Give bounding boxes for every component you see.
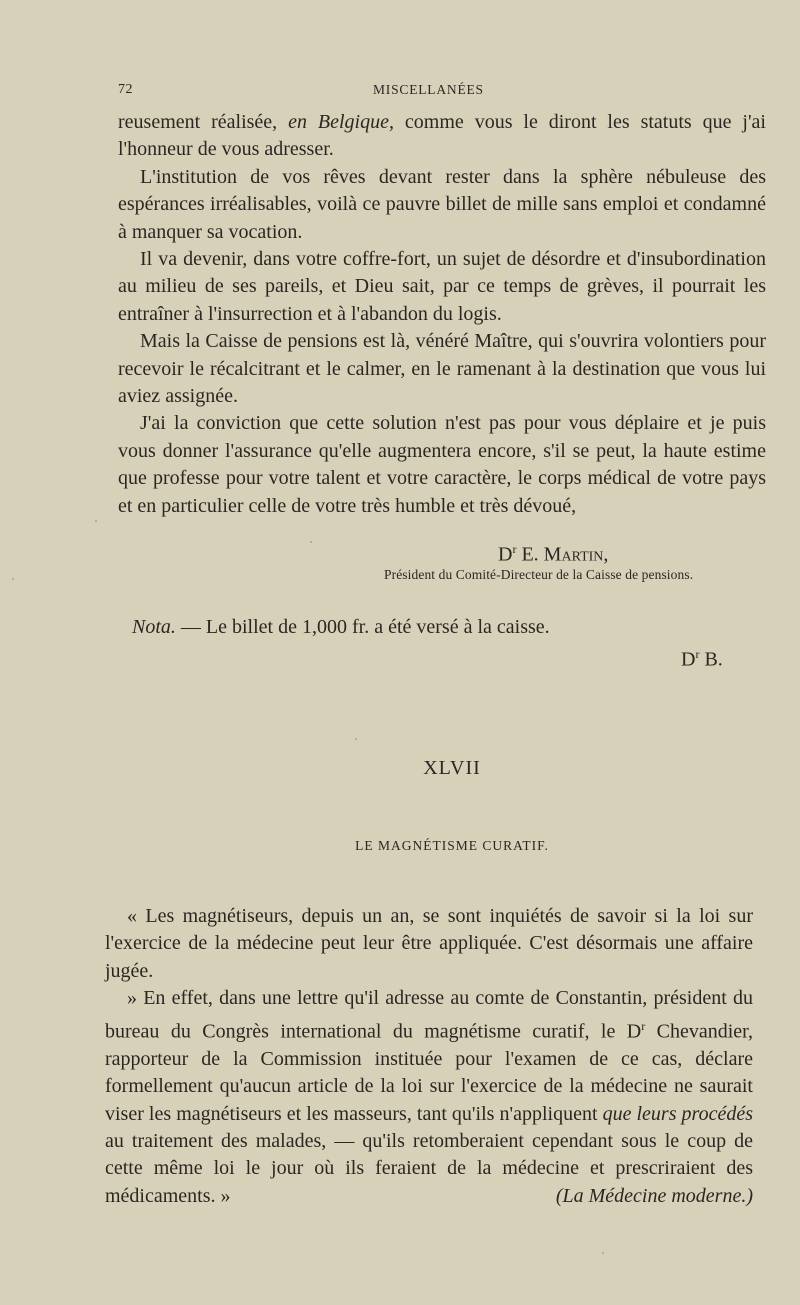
article-paragraph-2: » En effet, dans une lettre qu'il adresse au comte de Constantin, président du bureau du Congrès international du magnétisme curatif, le $D^r$ Chevandier, rapporteur de la Commission instituée pour l'examen de ce cas, déclare formellement qu'aucun article de la loi sur l'exercice de la médecine ne saurait viser les magnétiseurs et les masseurs, tant qu'ils n'appliquent que leurs procédés au traitement des malades, — qu'ils retomberaient cependant sous le coup de cette même loi le jour où ils feraient de la médecine et prescriraient des médicaments. » (La Médecine moderne.) xyxy=(105,985,753,1210)
paper-speck xyxy=(12,578,14,580)
letter-text xyxy=(118,109,766,520)
running-head xyxy=(118,82,766,102)
source-reference: (La Médecine moderne.) xyxy=(555,1184,753,1207)
letter-paragraph-2: L'institution de vos rêves devant rester dans la sphère nébuleuse des espérances irréalisables, voilà ce pauvre billet de mille sans emploi et condamné à manquer sa vocation. xyxy=(118,165,766,243)
article-text xyxy=(105,903,753,1210)
chapter-number: XLVII xyxy=(423,757,481,779)
italic-location: en Belgique, xyxy=(288,111,394,133)
nota-label: Nota. xyxy=(132,616,176,638)
signature-role: Président du Comité-Directeur de la Caisse de pensions. xyxy=(384,567,694,582)
running-title: MISCELLANÉES xyxy=(373,82,484,97)
page-number: 72 xyxy=(118,82,133,97)
nota-text: — Le billet de 1,000 fr. a été versé à la caisse. xyxy=(180,616,550,638)
paper-speck xyxy=(95,520,97,522)
article-paragraph-1: « Les magnétiseurs, depuis un an, se sont inquiétés de savoir si la loi sur l'exercice de la médecine peut leur être appliquée. C'est désormais une affaire jugée. xyxy=(105,905,753,982)
paper-speck xyxy=(310,541,312,543)
nota-line xyxy=(132,616,550,639)
letter-paragraph-5: J'ai la conviction que cette solution n'est pas pour vous déplaire et je puis vous donner l'assurance qu'elle augmentera encore, s'il se peut, la haute estime que professe pour votre talent et votre caractère, le corps médical de votre pays et en particulier celle de votre très humble et très dévoué, xyxy=(118,412,766,517)
italic-phrase: que leurs procédés xyxy=(602,1102,753,1125)
paper-speck xyxy=(602,1252,604,1254)
letter-paragraph-1: reusement réalisée, en Belgique, comme vous le diront les statuts que j'ai l'honneur de vous adresser. xyxy=(118,111,766,161)
letter-paragraph-3: Il va devenir, dans votre coffre-fort, un sujet de désordre et d'insubordination au milieu de ses pareils, et Dieu sait, par ce temps de grèves, il pourrait les entraîner à l'insurrection et à l'abandon du logis. xyxy=(118,248,766,325)
paper-speck xyxy=(355,738,357,740)
nota-signature: $D^r$ B. xyxy=(681,647,723,671)
letter-paragraph-4: Mais la Caisse de pensions est là, vénéré Maître, qui s'ouvrira volontiers pour recevoir le récalcitrant et le calmer, en le ramenant à la destination que vous lui aviez assignée. xyxy=(118,330,766,408)
chapter-title: LE MAGNÉTISME CURATIF. xyxy=(355,838,549,853)
signature-name: $D^r$ E. Martin, xyxy=(498,542,609,566)
